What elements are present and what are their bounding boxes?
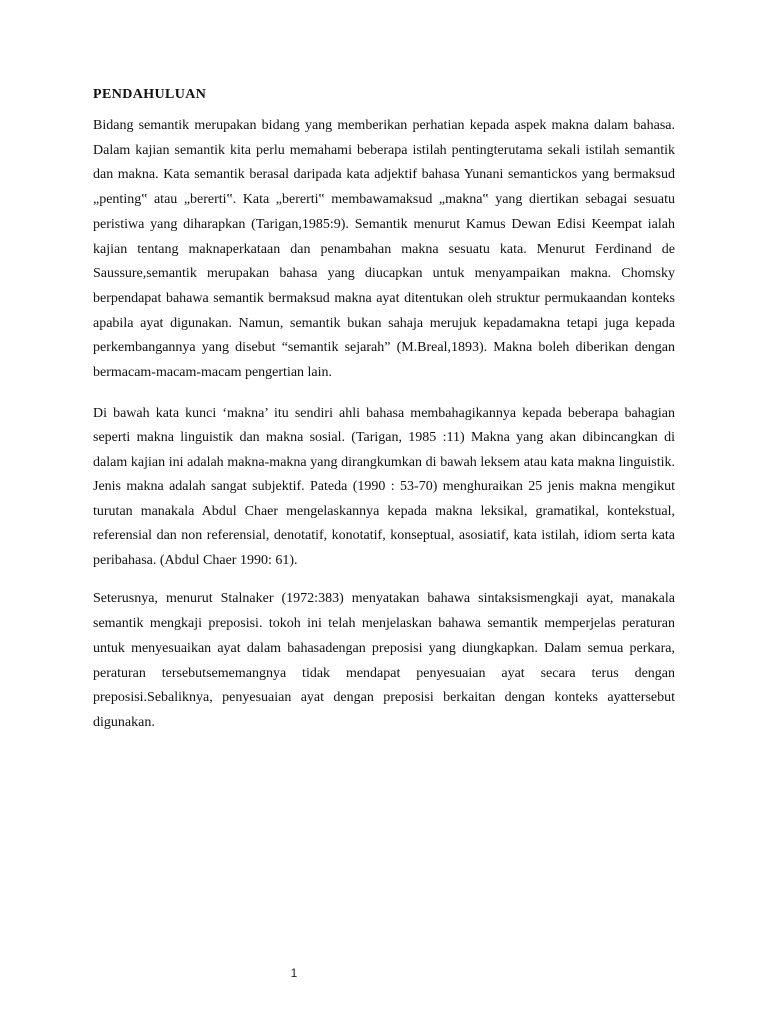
paragraph-3: Seterusnya, menurut Stalnaker (1972:383) menyatakan bahawa sintaksismengkaji ayat, manakala semantik mengkaji preposisi. tokoh ini telah menjelaskan bahawa semantik memperjelas peraturan untuk menyesuaikan ayat dalam bahasadengan preposisi yang diungkapkan. Dalam semua perkara, peraturan tersebutsememangnya tidak mendapat penyesuaian ayat secara terus dengan preposisi.Sebaliknya, penyesuaian ayat dengan preposisi berkaitan dengan konteks ayattersebut digunakan. <box>93 591 675 731</box>
paragraph-1: Bidang semantik merupakan bidang yang memberikan perhatian kepada aspek makna dalam bahasa. Dalam kajian semantik kita perlu memahami beberapa istilah pentingterutama sekali istilah semantik dan makna. Kata semantik berasal daripada kata adjektif bahasa Yunani semantickos yang bermaksud „penting‟ atau „bererti‟. Kata „bererti‟ membawamaksud „makna‟ yang diertikan sebagai sesuatu peristiwa yang diharapkan (Tarigan,1985:9). Semantik menurut Kamus Dewan Edisi Keempat ialah kajian tentang maknaperkataan dan penambahan makna sesuatu kata. Menurut Ferdinand de Saussure,semantik merupakan bahasa yang diucapkan untuk menyampaikan makna. Chomsky berpendapat bahawa semantik bermaksud makna ayat ditentukan oleh struktur permukaandan konteks apabila ayat digunakan. Namun, semantik bukan sahaja merujuk kepadamakna tetapi juga kepada perkembangannya yang disebut “semantik sejarah” (M.Breal,1893). Makna boleh diberikan dengan bermacam-macam-macam pengertian lain. <box>93 118 675 381</box>
page-heading: PENDAHULUAN <box>93 87 207 102</box>
paragraph-2: Di bawah kata kunci ‘makna’ itu sendiri ahli bahasa membahagikannya kepada beberapa bahagian seperti makna linguistik dan makna sosial. (Tarigan, 1985 :11) Makna yang akan dibincangkan di dalam kajian ini adalah makna-makna yang dirangkumkan di bawah leksem atau kata makna linguistik. Jenis makna adalah sangat subjektif. Pateda (1990 : 53-70) menghuraikan 25 jenis makna mengikut turutan manakala Abdul Chaer mengelaskannya kepada makna leksikal, gramatikal, kontekstual, referensial dan non referensial, denotatif, konotatif, konseptual, asosiatif, kata istilah, idiom serta kata peribahasa. (Abdul Chaer 1990: 61). <box>93 405 675 568</box>
body-text <box>93 114 675 752</box>
page-number: 1 <box>290 966 298 980</box>
